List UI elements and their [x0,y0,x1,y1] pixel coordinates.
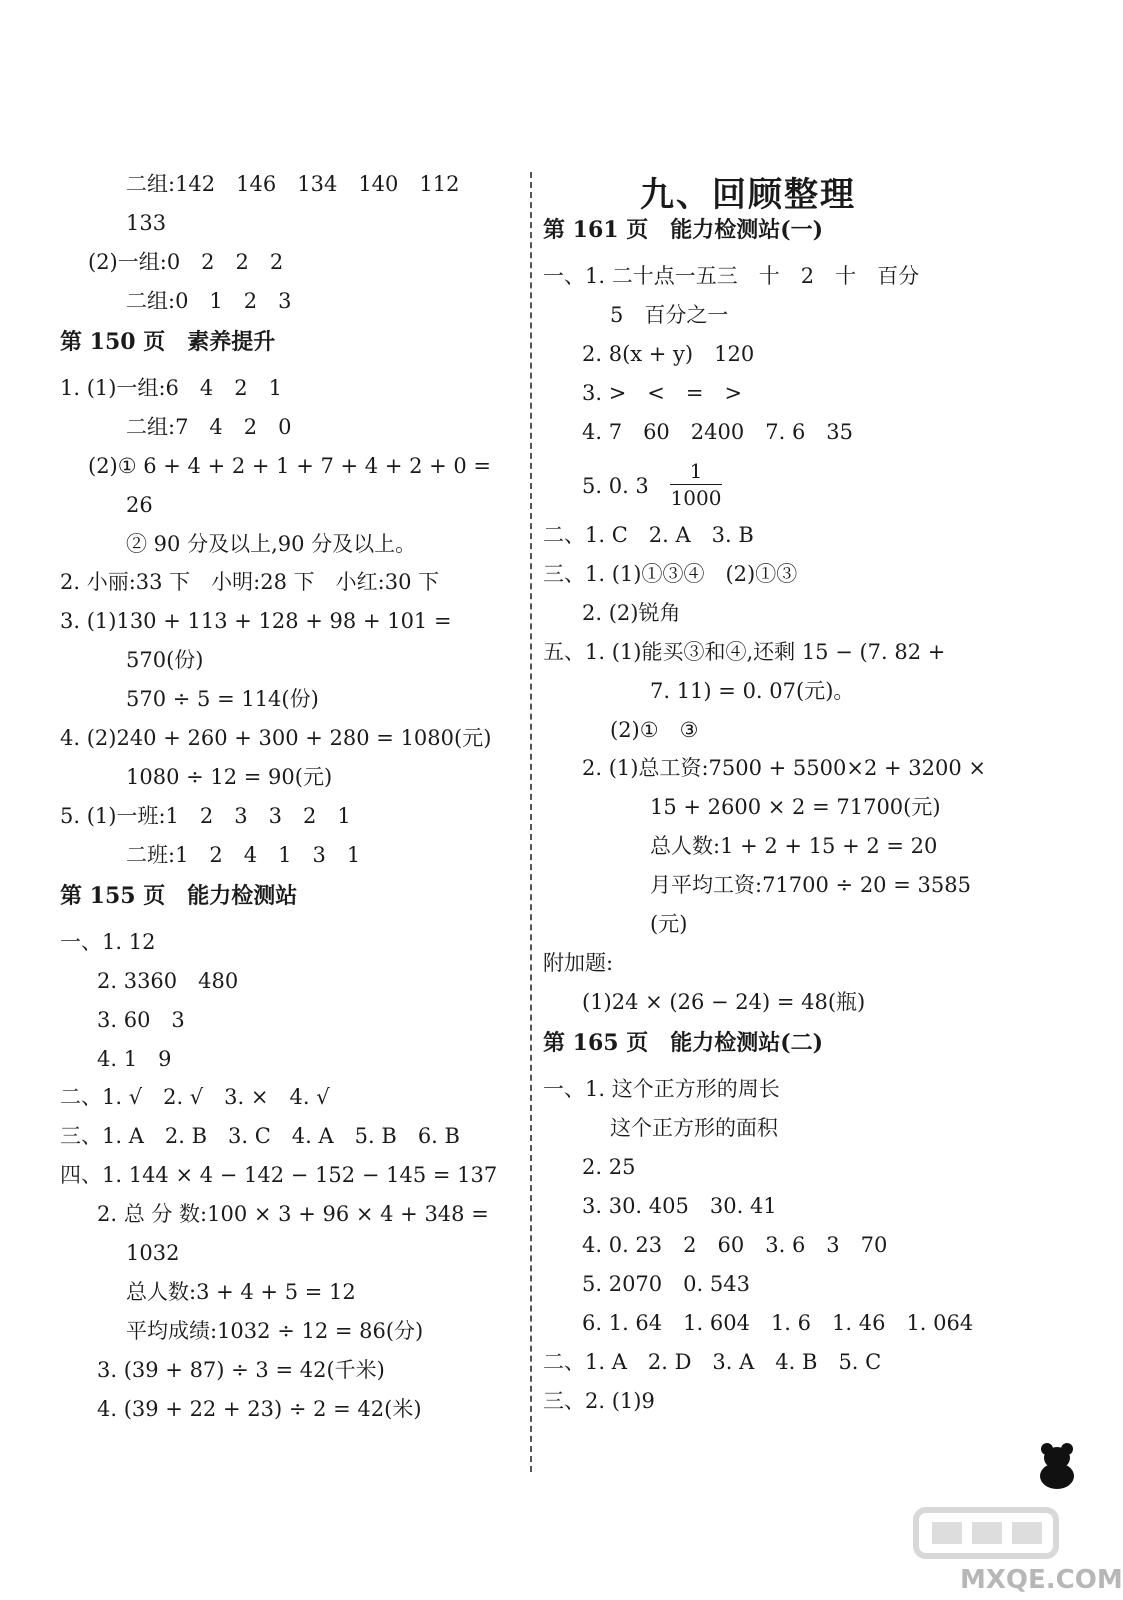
answer-line: 四、1. 144 × 4 − 142 − 152 − 145 = 137 [60,1163,498,1187]
answer-line: 三、1. (1)①③④ (2)①③ [543,562,798,586]
fraction-denominator: 1000 [670,486,722,510]
answer-line: 5. 0. 3 [582,474,649,498]
answer-line: 2. 8(x + y) 120 [582,342,755,366]
answer-line: 平均成绩:1032 ÷ 12 = 86(分) [126,1319,424,1343]
answer-line: 总人数:3 + 4 + 5 = 12 [126,1280,356,1304]
answer-line: 26 [126,493,153,517]
answer-line: 2. (1)总工资:7500 + 5500×2 + 3200 × [582,756,986,780]
answer-line: 二、1. √ 2. √ 3. × 4. √ [60,1085,330,1109]
answer-line: ② 90 分及以上,90 分及以上。 [126,532,417,556]
fraction-numerator: 1 [689,459,703,483]
bear-mascot-icon [1038,1440,1078,1490]
answer-line: 6. 1. 64 1. 604 1. 6 1. 46 1. 064 [582,1311,974,1335]
answer-line: 2. (2)锐角 [582,601,681,625]
answer-line: 一、1. 这个正方形的周长 [543,1077,780,1101]
answer-line: 5. (1)一班:1 2 3 3 2 1 [60,804,351,828]
section-title: 九、回顾整理 [640,175,856,215]
answer-line: 二、1. C 2. A 3. B [543,523,754,547]
answer-line: 7. 11) = 0. 07(元)。 [650,679,855,703]
answer-line: 一、1. 二十点一五三 十 2 十 百分 [543,264,920,288]
answer-line: 1080 ÷ 12 = 90(元) [126,765,333,789]
answer-line: 3. (39 + 87) ÷ 3 = 42(千米) [97,1358,385,1382]
answer-line: 二组:0 1 2 3 [126,289,292,313]
answer-line: 133 [126,211,167,235]
answer-line: 2. 小丽:33 下 小明:28 下 小红:30 下 [60,570,440,594]
fraction-bar [670,484,722,485]
answer-line: 3. > < = > [582,381,743,405]
column-divider [530,172,532,1472]
answer-line: 4. 7 60 2400 7. 6 35 [582,420,854,444]
answer-line: 3. 30. 405 30. 41 [582,1194,777,1218]
answer-line: 4. 1 9 [97,1047,172,1071]
answer-line: (2)① 6 + 4 + 2 + 1 + 7 + 4 + 2 + 0 = [88,454,492,478]
answer-line: 这个正方形的面积 [610,1116,778,1140]
page-heading: 第 161 页 能力检测站(一) [543,217,824,243]
answer-line: 三、1. A 2. B 3. C 4. A 5. B 6. B [60,1124,460,1148]
answer-line: 570(份) [126,648,204,672]
answer-line: 4. (39 + 22 + 23) ÷ 2 = 42(米) [97,1397,422,1421]
answer-line: 3. 60 3 [97,1008,185,1032]
answer-line: 1032 [126,1241,180,1265]
fraction-one-thousandth [670,459,722,510]
answer-line: 1. (1)一组:6 4 2 1 [60,376,282,400]
answer-line: (2)① ③ [610,718,699,742]
answer-line: 二班:1 2 4 1 3 1 [126,843,361,867]
answer-line: 二组:142 146 134 140 112 [126,172,460,196]
answer-line: 2. 总 分 数:100 × 3 + 96 × 4 + 348 = [97,1202,489,1226]
page-heading: 第 150 页 素养提升 [60,329,276,355]
answer-line: 一、1. 12 [60,930,156,954]
answer-line: (元) [650,912,688,936]
answer-line: 总人数:1 + 2 + 15 + 2 = 20 [650,834,938,858]
page-heading: 第 165 页 能力检测站(二) [543,1030,824,1056]
answer-line: 2. 25 [582,1155,636,1179]
answer-line: 5. 2070 0. 543 [582,1272,750,1296]
answer-line: 3. (1)130 + 113 + 128 + 98 + 101 = [60,609,452,633]
answer-line: (1)24 × (26 − 24) = 48(瓶) [582,990,866,1014]
answer-line: 2. 3360 480 [97,969,239,993]
answer-line: 5 百分之一 [610,303,729,327]
answer-line: 二、1. A 2. D 3. A 4. B 5. C [543,1350,882,1374]
answer-line: 月平均工资:71700 ÷ 20 = 3585 [650,873,971,897]
answer-line: 4. 0. 23 2 60 3. 6 3 70 [582,1233,888,1257]
answer-line: 570 ÷ 5 = 114(份) [126,687,319,711]
answer-line: 4. (2)240 + 260 + 300 + 280 = 1080(元) [60,726,492,750]
answer-line: 五、1. (1)能买③和④,还剩 15 − (7. 82 + [543,640,946,664]
watermark-text: MXQE.COM [960,1565,1123,1595]
answer-line: 附加题: [543,951,614,975]
answer-line: 15 + 2600 × 2 = 71700(元) [650,795,941,819]
page-heading: 第 155 页 能力检测站 [60,883,298,909]
answer-line: (2)一组:0 2 2 2 [88,250,284,274]
answer-line: 二组:7 4 2 0 [126,415,292,439]
answer-line: 三、2. (1)9 [543,1389,655,1413]
